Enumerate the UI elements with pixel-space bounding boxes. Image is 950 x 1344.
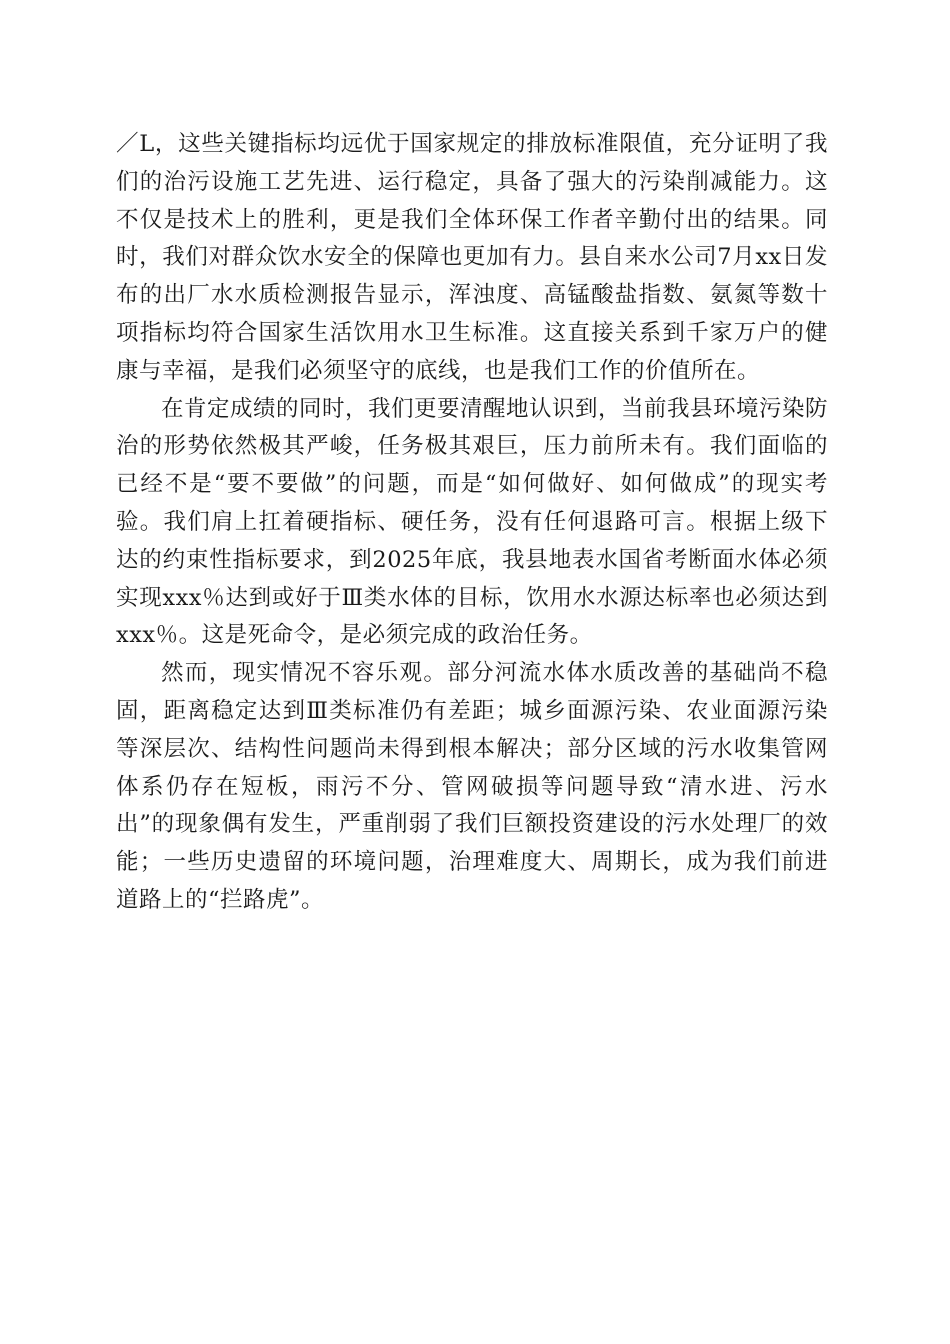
paragraph-problems: 然而，现实情况不容乐观。部分河流水体水质改善的基础尚不稳固，距离稳定达到Ⅲ类标准仍有差距；城乡面源污染、农业面源污染等深层次、结构性问题尚未得到根本解决；部分区域的污水收集管网体系仍存在短板，雨污不分、管网破损等问题导致“清水进、污水出”的现象偶有发生，严重削弱了我们巨额投资建设的污水处理厂的效能；一些历史遗留的环境问题，治理难度大、周期长，成为我们前进道路上的“拦路虎”。 xyxy=(116,660,828,913)
document-body xyxy=(116,126,828,920)
paragraph-continuation: ／L，这些关键指标均远优于国家规定的排放标准限值，充分证明了我们的治污设施工艺先进、运行稳定，具备了强大的污染削减能力。这不仅是技术上的胜利，更是我们全体环保工作者辛勤付出的结果。同时，我们对群众饮水安全的保障也更加有力。县自来水公司7月xx日发布的出厂水水质检测报告显示，浑浊度、高锰酸盐指数、氨氮等数十项指标均符合国家生活饮用水卫生标准。这直接关系到千家万户的健康与幸福，是我们必须坚守的底线，也是我们工作的价值所在。 xyxy=(116,131,828,384)
paragraph-situation: 在肯定成绩的同时，我们更要清醒地认识到，当前我县环境污染防治的形势依然极其严峻，任务极其艰巨，压力前所未有。我们面临的已经不是“要不要做”的问题，而是“如何做好、如何做成”的现实考验。我们肩上扛着硬指标、硬任务，没有任何退路可言。根据上级下达的约束性指标要求，到2025年底，我县地表水国省考断面水体必须实现xxx％达到或好于Ⅲ类水体的目标，饮用水水源达标率也必须达到xxx％。这是死命令，是必须完成的政治任务。 xyxy=(116,395,829,649)
